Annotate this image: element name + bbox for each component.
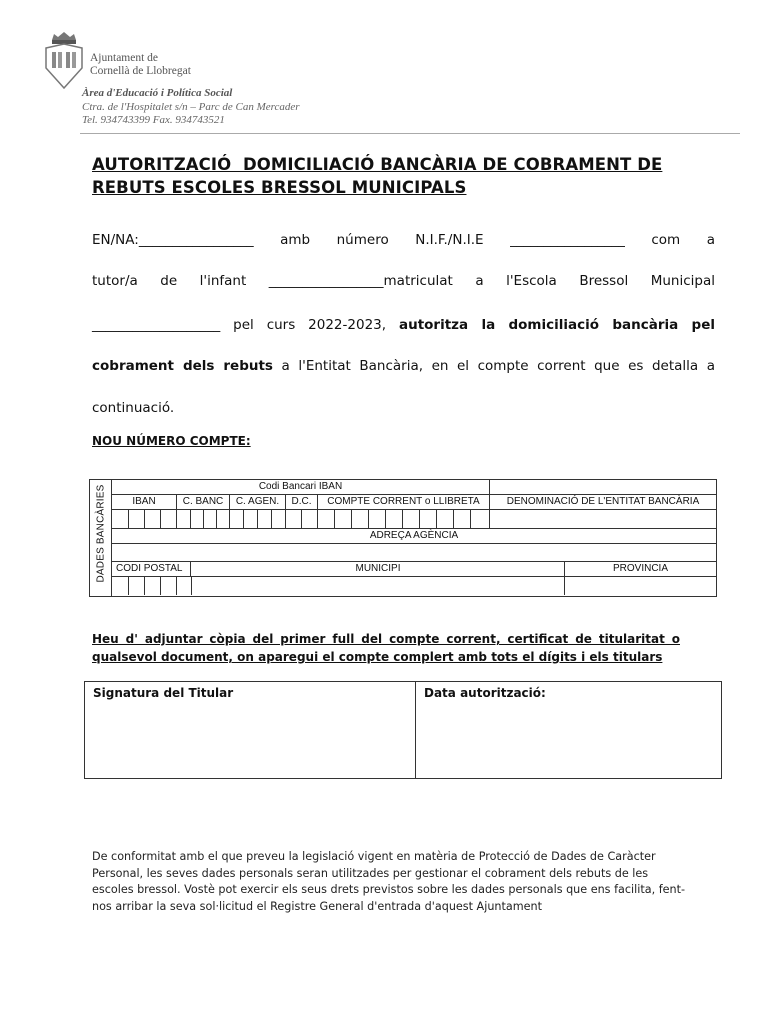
title-line-2: REBUTS ESCOLES BRESSOL MUNICIPALS (92, 178, 467, 197)
body-line-5: continuació. (92, 400, 175, 416)
municipality-field[interactable] (192, 577, 565, 595)
agency-address-field[interactable] (112, 544, 716, 562)
new-account-label: NOU NÚMERO COMPTE: (92, 434, 251, 448)
department-address: Ctra. de l'Hospitalet s/n – Parc de Can Mercader (82, 100, 300, 113)
date-label: Data autorització: (424, 686, 546, 700)
header-divider (80, 133, 740, 134)
col-entity-name: DENOMINACIÓ DE L'ENTITAT BANCÀRIA (506, 496, 700, 507)
iban-columns-row (112, 495, 716, 510)
location-fields-row (112, 577, 716, 595)
title-line-1: AUTORITZACIÓ DOMICILIACIÓ BANCÀRIA DE COBRAMENT DE (92, 155, 663, 174)
province-field[interactable] (565, 577, 716, 595)
organization-name (90, 52, 191, 78)
postal-code-field[interactable] (112, 577, 192, 595)
agency-address-label-row (112, 529, 716, 544)
province-label: PROVINCIA (612, 563, 668, 574)
org-line-2: Cornellà de Llobregat (90, 65, 191, 77)
bank-side-label-cell (90, 480, 112, 596)
bank-side-label: DADES BANCÀRIES (95, 484, 107, 583)
body-line-3-bold: autoritza la domiciliació bancària pel (398, 317, 716, 333)
signature-table (84, 681, 722, 779)
col-dc: D.C. (286, 495, 318, 509)
col-iban: IBAN (112, 495, 177, 509)
department-name: Àrea d'Educació i Política Social (82, 87, 233, 99)
department-info (82, 87, 300, 128)
signature-label: Signatura del Titular (93, 686, 234, 700)
body-line-3-plain: ___________________ pel curs 2022-2023, (92, 317, 387, 333)
body-line-4-plain: a l'Entitat Bancària, en el compte corrent que es detalla a (281, 358, 715, 374)
body-line-4 (92, 358, 715, 374)
account-digits-row (112, 510, 716, 529)
data-protection-notice: De conformitat amb el que preveu la legislació vigent en matèria de Protecció de Dades de Caràcter Personal, les seves dades personals seran utilitzades per gestionar el cobrament dels rebuts de les escoles bressol. Vostè pot exercir els seus drets previstos sobre les dades personals que ens facilita, fent-nos arribar la seva sol·licitud el Registre General d'entrada d'aquest Ajuntament (92, 850, 686, 913)
attachment-notice: Heu d' adjuntar còpia del primer full del compte corrent, certificat de titularitat o qualsevol document, on aparegui el compte complert amb tots el dígits i els titulars (92, 632, 680, 664)
iban-group-header: Codi Bancari IBAN (112, 480, 490, 494)
body-line-1: EN/NA:_________________ amb número N.I.F./N.I.E _________________ com a (92, 232, 715, 248)
body-line-3 (92, 317, 715, 333)
document-title (92, 153, 732, 199)
entity-name-field[interactable] (490, 510, 716, 528)
body-line-2: tutor/a de l'infant _________________matriculat a l'Escola Bressol Municipal (92, 273, 715, 289)
coat-of-arms-logo (42, 30, 86, 90)
agency-address-label: ADREÇA AGÈNCIA (369, 530, 459, 541)
location-labels-row (112, 562, 716, 577)
department-phone: Tel. 934743399 Fax. 934743521 (82, 114, 225, 126)
date-cell[interactable] (416, 682, 721, 778)
signature-cell[interactable] (85, 682, 416, 778)
postal-code-label: CODI POSTAL (112, 562, 191, 576)
org-line-1: Ajuntament de (90, 52, 159, 64)
col-bank-code: C. BANC (177, 495, 230, 509)
entity-header-spacer (490, 480, 716, 494)
bank-details-table (89, 479, 717, 597)
body-line-4-bold: cobrament dels rebuts (92, 358, 273, 374)
col-agency-code: C. AGEN. (230, 495, 286, 509)
col-account: COMPTE CORRENT o LLIBRETA (318, 495, 490, 509)
account-digit-boxes[interactable] (112, 510, 490, 528)
municipality-label: MUNICIPI (192, 562, 565, 576)
iban-group-row (112, 480, 716, 495)
